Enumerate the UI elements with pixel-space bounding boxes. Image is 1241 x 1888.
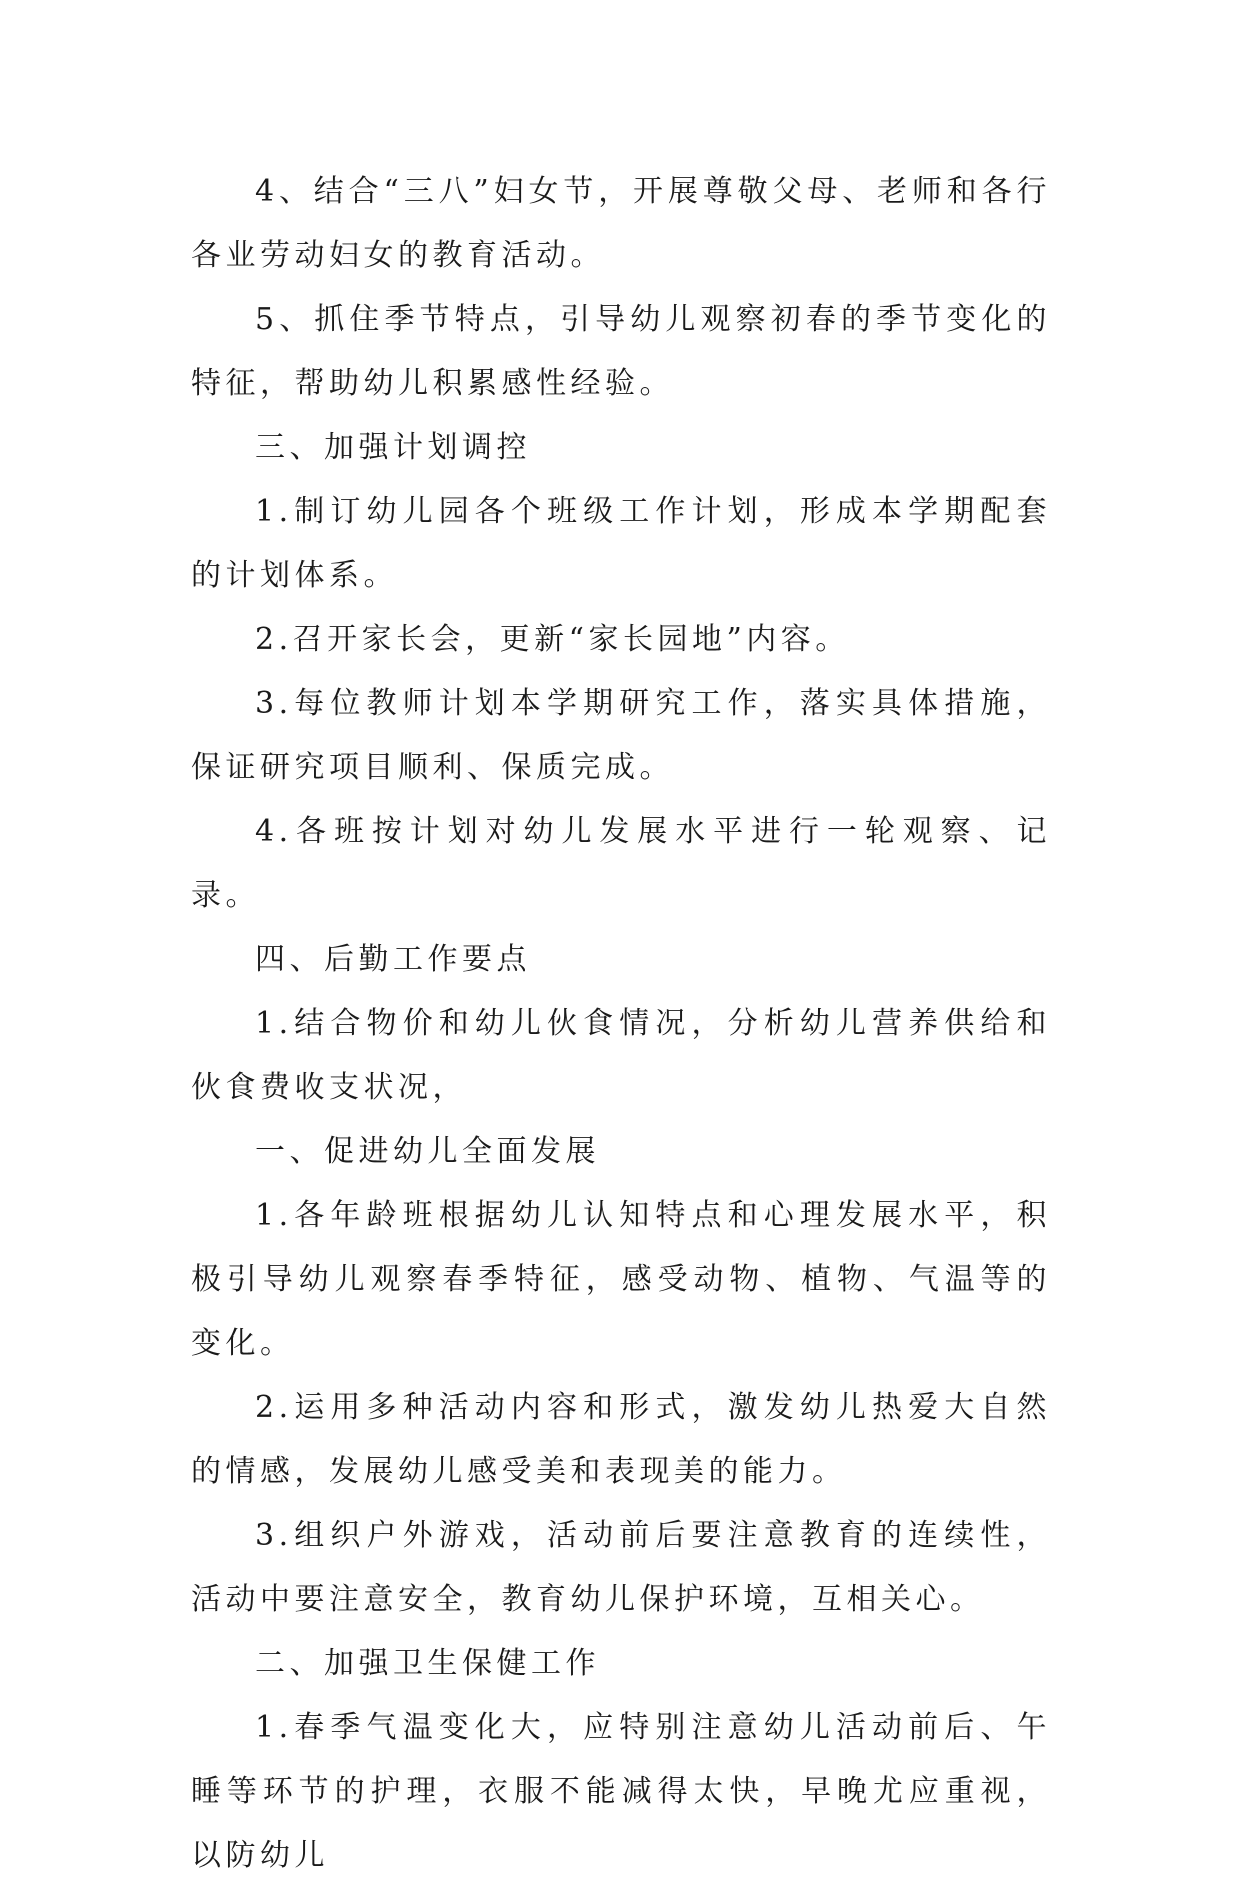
section-heading-child-development: 一、促进幼儿全面发展 bbox=[255, 1134, 600, 1169]
paragraph-parent-meeting: 2.召开家长会，更新“家长园地”内容。 bbox=[255, 622, 850, 657]
paragraph-spring-features: 1.各年龄班根据幼儿认知特点和心理发展水平，积极引导幼儿观察春季特征，感受动物、植物、气温等的变化。 bbox=[191, 1198, 1051, 1361]
paragraph-womens-day-activity: 4、结合“三八”妇女节，开展尊敬父母、老师和各行各业劳动妇女的教育活动。 bbox=[191, 174, 1051, 273]
document-body bbox=[191, 160, 1051, 1888]
paragraph-outdoor-games: 3.组织户外游戏，活动前后要注意教育的连续性，活动中要注意安全，教育幼儿保护环境，互相关心。 bbox=[191, 1518, 1051, 1617]
paragraph-child-observation-record: 4.各班按计划对幼儿发展水平进行一轮观察、记录。 bbox=[191, 814, 1051, 913]
section-heading-logistics: 四、后勤工作要点 bbox=[255, 942, 531, 977]
paragraph-class-work-plan: 1.制订幼儿园各个班级工作计划，形成本学期配套的计划体系。 bbox=[191, 494, 1051, 593]
paragraph-nutrition-analysis: 1.结合物价和幼儿伙食情况，分析幼儿营养供给和伙食费收支状况， bbox=[191, 1006, 1051, 1105]
section-heading-health-care: 二、加强卫生保健工作 bbox=[255, 1646, 600, 1681]
paragraph-seasonal-observation: 5、抓住季节特点，引导幼儿观察初春的季节变化的特征，帮助幼儿积累感性经验。 bbox=[191, 302, 1051, 401]
section-heading-plan-control: 三、加强计划调控 bbox=[255, 430, 531, 465]
paragraph-nature-activities: 2.运用多种活动内容和形式，激发幼儿热爱大自然的情感，发展幼儿感受美和表现美的能力。 bbox=[191, 1390, 1051, 1489]
paragraph-spring-temperature-care: 1.春季气温变化大，应特别注意幼儿活动前后、午睡等环节的护理，衣服不能减得太快，早晚尤应重视，以防幼儿 bbox=[191, 1710, 1051, 1873]
paragraph-teacher-research: 3.每位教师计划本学期研究工作，落实具体措施，保证研究项目顺利、保质完成。 bbox=[191, 686, 1051, 785]
